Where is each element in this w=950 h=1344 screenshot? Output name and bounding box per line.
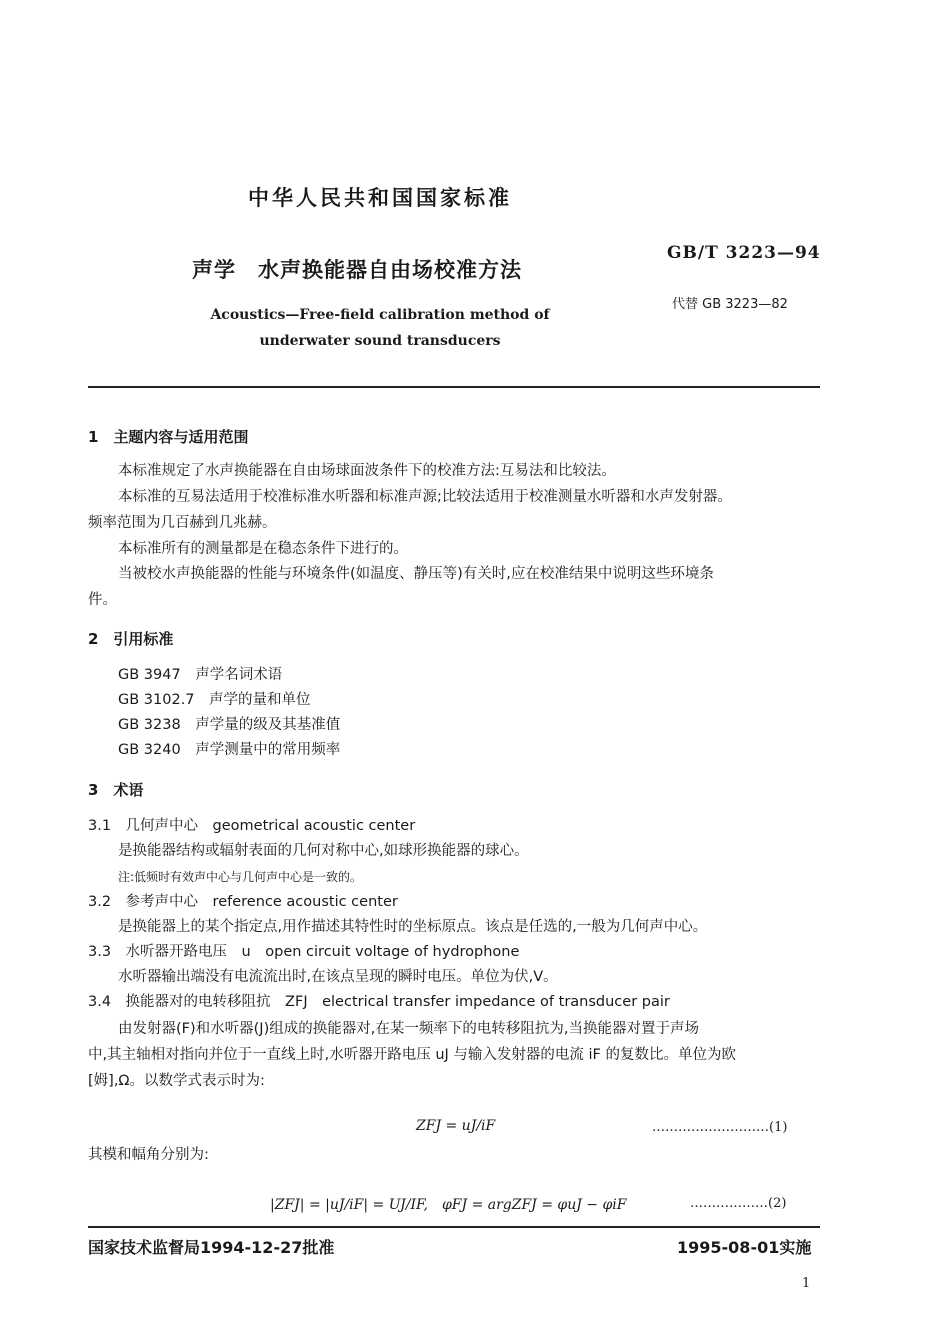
effective-date: 1995-08-01实施 (677, 1238, 812, 1257)
standard-title-en (170, 302, 590, 354)
section1-p3: 本标准所有的测量都是在稳态条件下进行的。 (118, 541, 408, 557)
term-3-1-note: 注:低频时有效声中心与几何声中心是一致的。 (118, 870, 363, 884)
approval-date: 国家技术监督局1994-12-27批准 (88, 1238, 335, 1257)
reference-item: GB 3240 声学测量中的常用频率 (118, 742, 341, 758)
term-3-2-definition: 是换能器上的某个指定点,用作描述其特性时的坐标原点。该点是任选的,一般为几何声中心。 (118, 919, 708, 935)
equation-1-number: ………………………(1) (652, 1120, 788, 1135)
national-standard-heading: 中华人民共和国国家标准 (248, 186, 512, 210)
page-number: 1 (802, 1276, 811, 1291)
section3-heading: 3 术语 (88, 781, 144, 799)
section2-heading: 2 引用标准 (88, 630, 174, 648)
bottom-rule (88, 1226, 820, 1228)
term-3-4-definition-line1: 由发射器(F)和水听器(J)组成的换能器对,在某一频率下的电转移阻抗为,当换能器对置于声场 (118, 1021, 699, 1037)
section1-p2a: 本标准的互易法适用于校准标准水听器和标准声源;比较法适用于校准测量水听器和水声发射器。 (118, 489, 732, 505)
term-3-1-definition: 是换能器结构或辐射表面的几何对称中心,如球形换能器的球心。 (118, 843, 529, 859)
reference-item: GB 3102.7 声学的量和单位 (118, 692, 311, 708)
title-en-line2: underwater sound transducers (259, 333, 501, 349)
term-3-3-definition: 水听器输出端没有电流流出时,在该点呈现的瞬时电压。单位为伏,V。 (118, 969, 558, 985)
term-3-2-title: 3.2 参考声中心 reference acoustic center (88, 894, 398, 910)
term-3-4-definition-line3: [姆],Ω。以数学式表示时为: (88, 1073, 265, 1089)
equation-1: ZFJ = uJ/iF (416, 1118, 496, 1134)
term-3-4-definition-line2: 中,其主轴相对指向并位于一直线上时,水听器开路电压 uJ 与输入发射器的电流 iF 的复数比。单位为欧 (88, 1047, 736, 1063)
title-en-line1: Acoustics—Free-field calibration method of (210, 307, 550, 323)
section1-p4b: 件。 (88, 592, 117, 608)
term-3-3-title: 3.3 水听器开路电压 u open circuit voltage of hydrophone (88, 944, 520, 960)
modulus-intro: 其模和幅角分别为: (88, 1147, 209, 1163)
section1-p2b: 频率范围为几百赫到几兆赫。 (88, 515, 277, 531)
section1-p1: 本标准规定了水声换能器在自由场球面波条件下的校准方法:互易法和比较法。 (118, 463, 616, 479)
reference-item: GB 3947 声学名词术语 (118, 667, 283, 683)
equation-2-number: ………………(2) (690, 1196, 787, 1211)
section1-p4a: 当被校水声换能器的性能与环境条件(如温度、静压等)有关时,应在校准结果中说明这些环境条 (118, 566, 714, 582)
section1-heading: 1 主题内容与适用范围 (88, 428, 249, 446)
term-3-1-title: 3.1 几何声中心 geometrical acoustic center (88, 818, 416, 834)
reference-item: GB 3238 声学量的级及其基准值 (118, 717, 341, 733)
term-3-4-title: 3.4 换能器对的电转移阻抗 ZFJ electrical transfer impedance of transducer pair (88, 994, 670, 1010)
standard-title-cn: 声学 水声换能器自由场校准方法 (192, 258, 522, 282)
replaces-standard: 代替 GB 3223—82 (672, 297, 788, 312)
standard-code: GB/T 3223—94 (667, 243, 821, 263)
equation-2: |ZFJ| = |uJ/iF| = UJ/IF, φFJ = argZFJ = φuJ − φiF (270, 1197, 627, 1213)
top-rule (88, 386, 820, 388)
